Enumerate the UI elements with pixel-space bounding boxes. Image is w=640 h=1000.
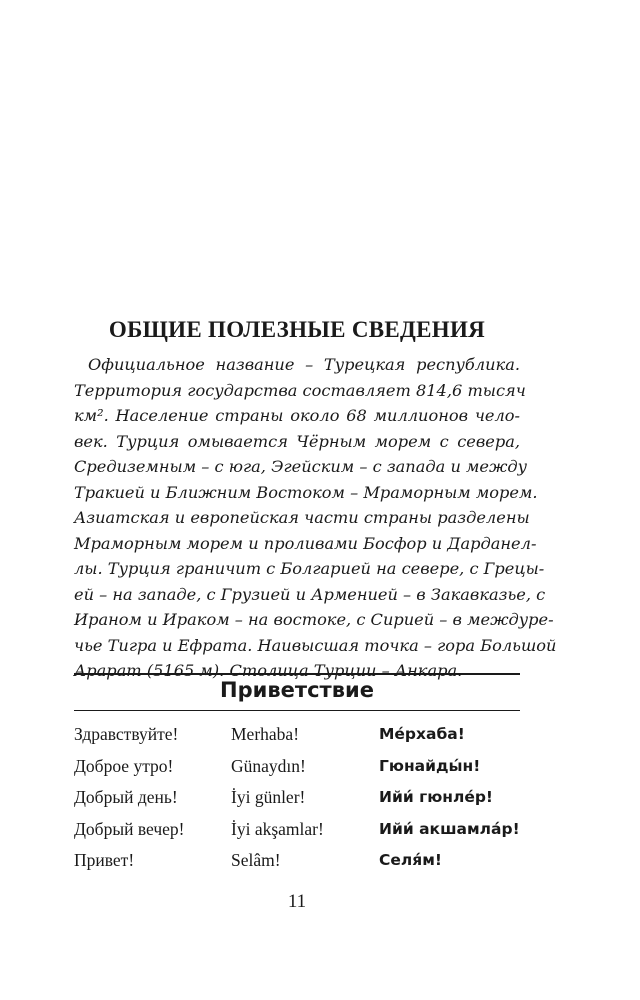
intro-line: ей – на западе, с Грузией и Арменией – в Закавказье, с [74,584,546,604]
phrase-pronunciation: Селя́м! [379,851,442,869]
phrase-row [74,819,520,851]
phrase-row [74,756,520,788]
section-title: Приветствие [220,678,374,702]
intro-line: лы. Турция граничит с Болгарией на севере, с Грецы- [74,559,545,578]
phrase-row [74,724,520,756]
phrase-pronunciation: Ийи́ гюнле́р! [379,788,493,806]
phrase-row [74,850,520,882]
page-title: ОБЩИЕ ПОЛЕЗНЫЕ СВЕДЕНИЯ [108,317,486,342]
phrase-table [74,724,520,882]
phrase-russian: Доброе утро! [74,755,174,776]
intro-line: Арарат (5165 м). Столица Турции – Анкара. [74,661,463,680]
phrase-turkish: Selâm! [231,850,281,870]
phrase-russian: Здравствуйте! [74,724,179,744]
intro-line: Официальное название – Турецкая республика. [88,355,520,374]
phrase-pronunciation: Ийи́ акшамла́р! [379,819,520,838]
phrase-turkish: İyi akşamlar! [231,818,324,839]
intro-paragraph [74,352,557,684]
section-rule-top [74,673,520,675]
section-rule-bottom [74,710,520,711]
intro-line: Средиземным – с юга, Эгейским – с запада и между [74,457,528,476]
intro-line: Тракией и Ближним Востоком – Мраморным морем. [74,482,538,502]
phrase-turkish: Günaydın! [231,755,306,776]
phrase-pronunciation: Гюнайды́н! [379,756,481,775]
phrase-turkish: Merhaba! [231,724,300,744]
page-number: 11 [287,891,307,912]
phrase-turkish: İyi günler! [231,787,306,807]
phrase-russian: Привет! [74,850,135,870]
phrase-russian: Добрый день! [74,787,178,807]
phrase-russian: Добрый вечер! [74,818,185,839]
intro-line: Мраморным морем и проливами Босфор и Дарданел- [74,533,537,553]
book-page [74,0,557,1000]
intro-line: Азиатская и европейская части страны разделены [74,508,530,527]
phrase-row [74,787,520,819]
intro-line: Территория государства составляет 814,6 тысяч [74,380,526,400]
intro-line: век. Турция омывается Чёрным морем с севера, [74,431,520,451]
intro-line: км². Население страны около 68 миллионов чело- [74,406,520,425]
intro-line: Ираном и Ираком – на востоке, с Сирией – в междуре- [74,610,554,629]
intro-line: чье Тигра и Ефрата. Наивысшая точка – гора Большой [74,635,557,655]
phrase-pronunciation: Ме́рхаба! [379,725,465,743]
